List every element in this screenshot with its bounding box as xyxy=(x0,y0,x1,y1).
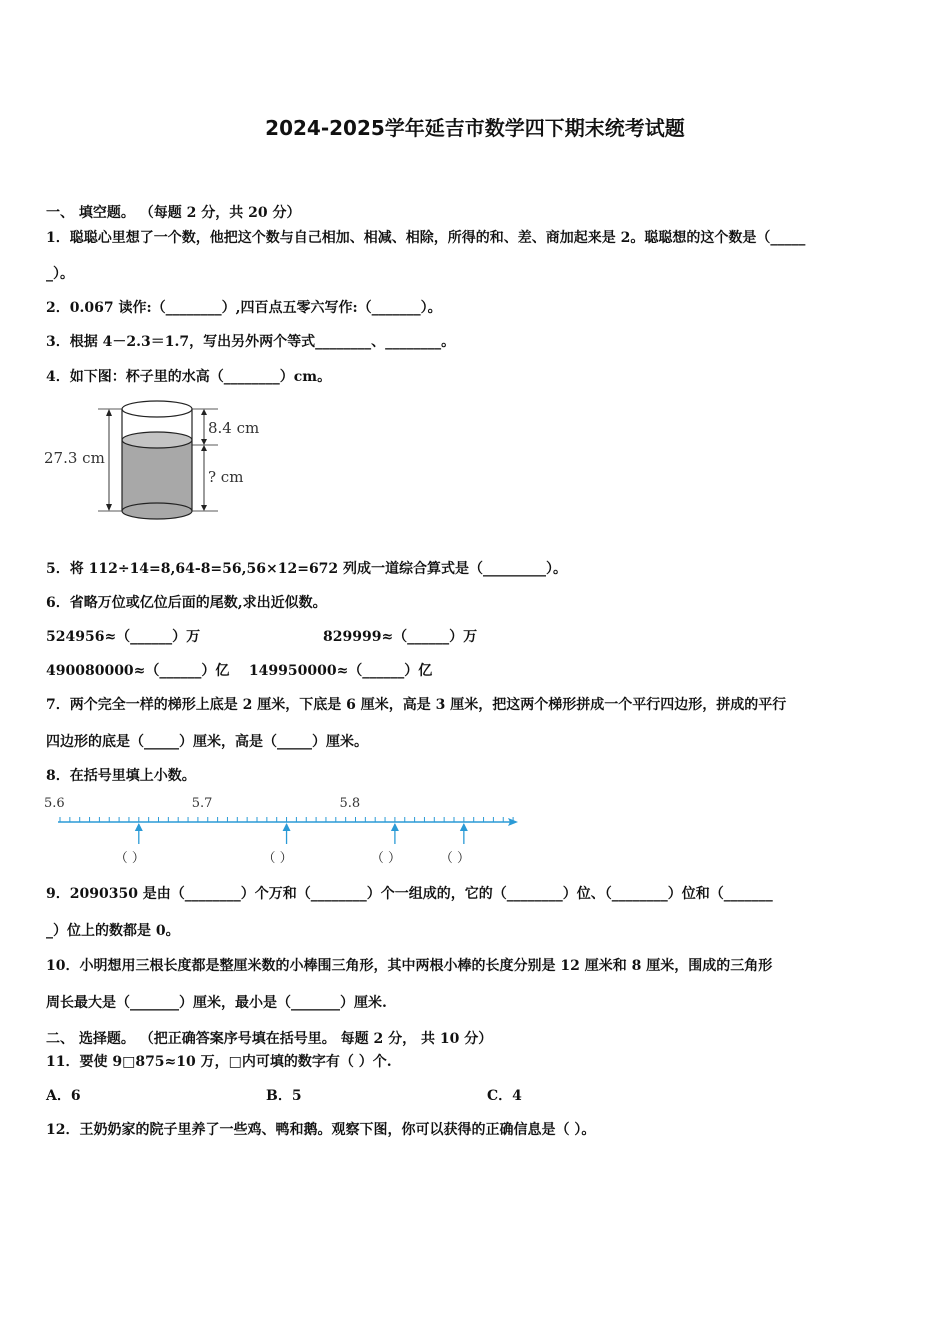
question-1-line-1: 1．聪聪心里想了一个数，他把这个数与自己相加、相减、相除，所得的和、差、商加起来是 2。聪聪想的这个数是（_____ xyxy=(46,230,806,246)
question-8: 8．在括号里填上小数。 xyxy=(46,768,196,784)
answer-blank-2: （ ） xyxy=(262,851,293,866)
empty-height-label: 8.4 cm xyxy=(208,419,260,437)
pointer-arrowhead-3 xyxy=(391,823,399,831)
question-11-option-b: B．5 xyxy=(266,1088,302,1104)
question-1-line-2: _）。 xyxy=(46,266,74,282)
question-6-row-2: 490080000≈（______）亿 149950000≈（______）亿 xyxy=(46,663,433,679)
number-line-label-5.8: 5.8 xyxy=(339,796,361,811)
question-3: 3．根据 4－2.3＝1.7，写出另外两个等式________、________。 xyxy=(46,334,456,350)
pointer-arrowhead-1 xyxy=(135,823,143,831)
question-12: 12．王奶奶家的院子里养了一些鸡、鸭和鹅。观察下图，你可以获得的正确信息是（ ）。 xyxy=(46,1122,596,1138)
number-line-label-5.6: 5.6 xyxy=(44,796,65,811)
question-7-line-2: 四边形的底是（_____）厘米，高是（_____）厘米。 xyxy=(46,734,368,750)
question-10-line-1: 10．小明想用三根长度都是整厘米数的小棒围三角形，其中两根小棒的长度分别是 12 厘米和 8 厘米，围成的三角形 xyxy=(46,958,773,974)
question-9-line-1: 9．2090350 是由（________）个万和（________）个一组成的，它的（________）位、（________）位和（_______ xyxy=(46,886,773,902)
pointer-arrowhead-2 xyxy=(283,823,291,831)
cup-rim xyxy=(122,401,192,417)
question-11-option-a: A．6 xyxy=(46,1088,81,1104)
section-heading-multiple-choice: 二、 选择题。 （把正确答案序号填在括号里。 每题 2 分， 共 10 分） xyxy=(46,1031,493,1047)
question-11: 11．要使 9□875≈10 万，□内可填的数字有（ ）个. xyxy=(46,1054,392,1070)
answer-blank-3: （ ） xyxy=(370,851,402,866)
pointer-arrowhead-4 xyxy=(460,823,468,831)
question-11-option-c: C．4 xyxy=(487,1088,522,1104)
question-6-item-2: 829999≈（______）万 xyxy=(323,629,478,645)
total-height-label: 27.3 cm xyxy=(44,449,105,467)
question-9-line-2: _）位上的数都是 0。 xyxy=(46,923,180,939)
question-6: 6．省略万位或亿位后面的尾数,求出近似数。 xyxy=(46,595,327,611)
section-heading-fill-blank: 一、 填空题。 （每题 2 分，共 20 分） xyxy=(46,205,301,221)
water-fill xyxy=(122,440,192,511)
water-surface xyxy=(122,432,192,448)
question-10-line-2: 周长最大是（_______）厘米，最小是（_______）厘米. xyxy=(46,995,387,1011)
answer-blank-4: （ ） xyxy=(439,851,470,866)
page-title: 2024-2025学年延吉市数学四下期末统考试题 xyxy=(265,116,685,140)
number-line-figure xyxy=(40,792,530,872)
cup-figure xyxy=(40,398,270,526)
water-height-label: ? cm xyxy=(208,468,244,486)
question-4: 4．如下图：杯子里的水高（________）cm。 xyxy=(46,369,332,385)
number-line-label-5.7: 5.7 xyxy=(191,796,213,811)
question-5: 5．将 112÷14=8,64-8=56,56×12=672 列成一道综合算式是（_________）。 xyxy=(46,561,568,577)
question-6-item-1: 524956≈（______）万 xyxy=(46,629,201,645)
question-2: 2．0.067 读作:（________）,四百点五零六写作:（_______）。 xyxy=(46,300,442,316)
answer-blank-1: （ ） xyxy=(114,851,145,866)
question-7-line-1: 7．两个完全一样的梯形上底是 2 厘米，下底是 6 厘米，高是 3 厘米，把这两个梯形拼成一个平行四边形，拼成的平行 xyxy=(46,697,787,713)
cup-bottom xyxy=(122,503,192,519)
